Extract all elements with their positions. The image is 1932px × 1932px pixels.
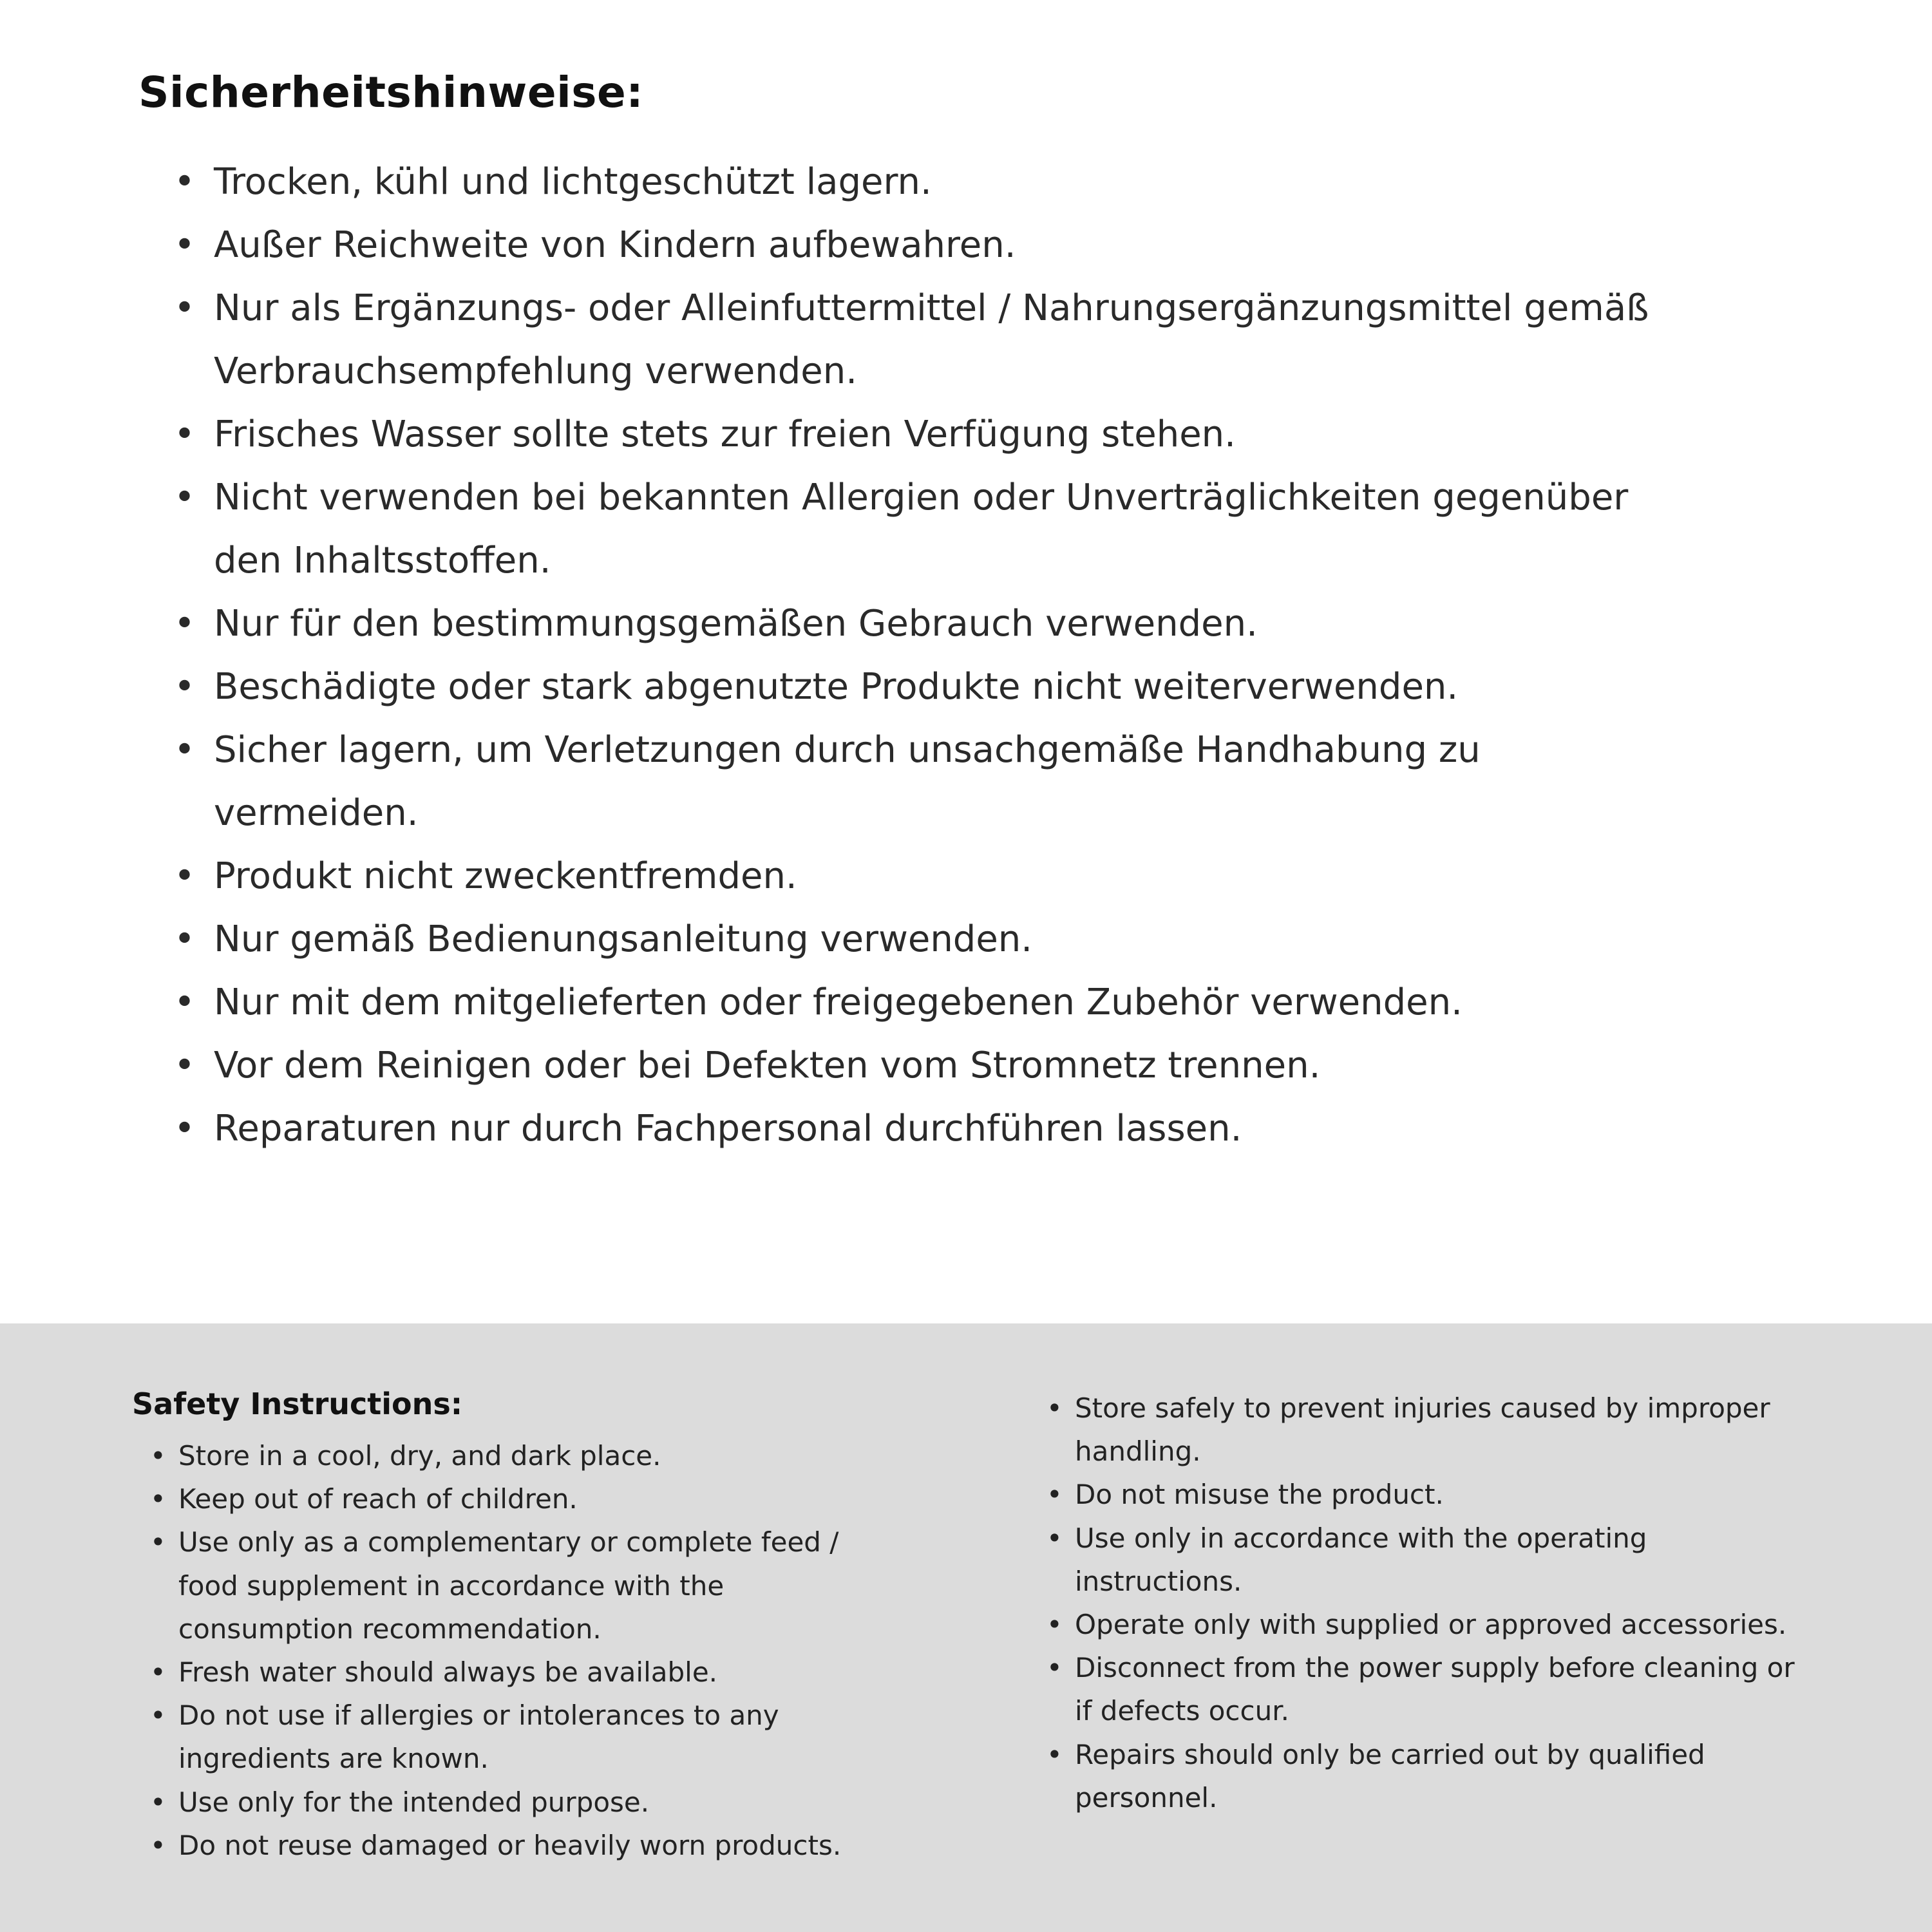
safety-item-de: • Außer Reichweite von Kindern aufbewahren. xyxy=(174,214,1674,277)
safety-item-en: • Store safely to prevent injuries caused by improper handling. xyxy=(1046,1387,1796,1473)
safety-item-en: • Disconnect from the power supply before cleaning or if defects occur. xyxy=(1046,1646,1796,1732)
safety-item-en: • Use only for the intended purpose. xyxy=(150,1781,900,1824)
safety-item-en: • Store in a cool, dry, and dark place. xyxy=(150,1434,900,1477)
safety-item-de: • Nur für den bestimmungsgemäßen Gebrauch verwenden. xyxy=(174,592,1674,656)
safety-item-de: • Nur mit dem mitgelieferten oder freigegebenen Zubehör verwenden. xyxy=(174,971,1674,1034)
english-safety-list-left xyxy=(132,1434,950,1867)
safety-item-en: • Fresh water should always be available. xyxy=(150,1651,900,1694)
english-left-column xyxy=(132,1387,950,1932)
safety-item-en: • Keep out of reach of children. xyxy=(150,1477,900,1520)
safety-item-de: • Nur als Ergänzungs- oder Alleinfuttermittel / Nahrungsergänzungsmittel gemäß Verbrauchsempfehlung verwenden. xyxy=(174,277,1674,403)
english-safety-list-right xyxy=(1046,1387,1839,1819)
english-heading: Safety Instructions: xyxy=(132,1387,463,1421)
safety-item-de: • Reparaturen nur durch Fachpersonal durchführen lassen. xyxy=(174,1097,1674,1160)
safety-item-en: • Use only in accordance with the operating instructions. xyxy=(1046,1517,1796,1603)
safety-item-de: • Produkt nicht zweckentfremden. xyxy=(174,845,1674,908)
safety-item-en: • Do not use if allergies or intolerances to any ingredients are known. xyxy=(150,1694,900,1780)
safety-item-en: • Do not reuse damaged or heavily worn products. xyxy=(150,1824,900,1867)
german-safety-list xyxy=(138,151,1674,1160)
safety-item-en: • Do not misuse the product. xyxy=(1046,1473,1796,1516)
safety-item-de: • Beschädigte oder stark abgenutzte Produkte nicht weiterverwenden. xyxy=(174,656,1674,719)
german-heading: Sicherheitshinweise: xyxy=(138,68,644,117)
safety-item-de: • Nur gemäß Bedienungsanleitung verwenden. xyxy=(174,908,1674,971)
english-section xyxy=(0,1323,1932,1932)
safety-item-en: • Operate only with supplied or approved accessories. xyxy=(1046,1603,1796,1646)
safety-item-de: • Frisches Wasser sollte stets zur freien Verfügung stehen. xyxy=(174,403,1674,466)
safety-item-de: • Nicht verwenden bei bekannten Allergien oder Unverträglichkeiten gegenüber den Inhaltsstoffen. xyxy=(174,466,1674,592)
safety-item-de: • Vor dem Reinigen oder bei Defekten vom Stromnetz trennen. xyxy=(174,1034,1674,1097)
safety-item-en: • Repairs should only be carried out by qualified personnel. xyxy=(1046,1733,1796,1819)
safety-item-en: • Use only as a complementary or complete feed / food supplement in accordance with the consumption recommendation. xyxy=(150,1520,900,1651)
english-right-column xyxy=(1046,1387,1839,1932)
safety-item-de: • Sicher lagern, um Verletzungen durch unsachgemäße Handhabung zu vermeiden. xyxy=(174,719,1674,845)
safety-item-de: • Trocken, kühl und lichtgeschützt lagern. xyxy=(174,151,1674,214)
